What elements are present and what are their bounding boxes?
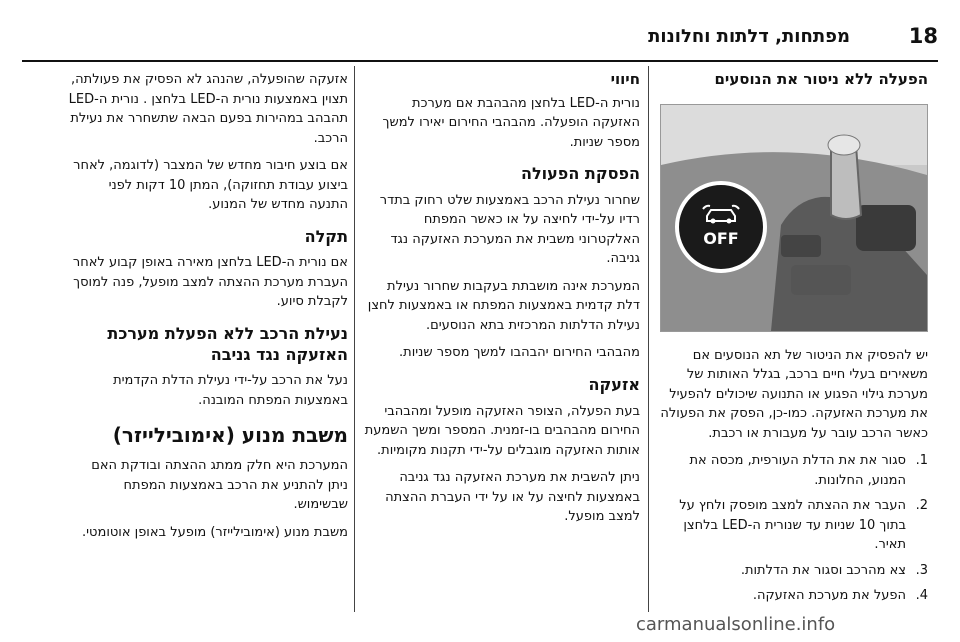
alarm-off-badge (689, 203, 753, 248)
paragraph: אם בוצע חיבור מחדש של המצבר (לדוגמה, לאחר ביצוע עבודת תחזוקה), המתן 10 דקות לפני התנעה מחדש של המנוע. (73, 158, 348, 212)
paragraph: שחרור נעילת הרכב באמצעות שלט רחוק בתדר רדיו על-ידי לחיצה על או כאשר המפתח האלקטרוני משבית את המערכת האזעקה נגד גניבה. (379, 192, 640, 267)
section-heading: חיווי (610, 70, 640, 88)
list-item: 2. העבר את ההצתה למצב מופסק ולחץ על בתוך 10 שניות עד שנורית ה-LED בלחצן תאיר. (679, 498, 928, 552)
column-middle (364, 70, 640, 535)
intro-text: יש להפסיק את הניטור של תא הנוסעים אם משאירים בעלי חיים ברכב, בגלל האותות של מערכת גילוי הפגוע או התנועה שיכולים להפעיל את מערכת האזעקה. כמו-כן, הפסק את הפעולה כאשר הרכב עובר על מעבורת או רכבת. (660, 347, 928, 441)
list-item: 3. צא מהרכב וסגור את הדלתות. (740, 562, 928, 578)
paragraph: המערכת אינה מושבתת בעקבות שחרור נעילת דלת קדמית באמצעות המפתח או באמצעות לחצן נעילת הדלתות המרכזית בתא הנוסעים. (367, 278, 640, 333)
list-item: 4. הפעל את מערכת האזעקה. (752, 588, 928, 603)
paragraph: נורית ה-LED בלחצן מהבהבת אם מערכת האזעקה הופעלה. מהבהבי החירום יאירו למשך מספר שניות. (382, 95, 640, 150)
watermark: carmanualsonline.info (636, 614, 836, 635)
steps-list (656, 451, 928, 606)
subheading: אזעקה (588, 374, 640, 394)
paragraph: מהבהבי החירום יהבהבו למשך מספר שניות. (399, 345, 640, 361)
paragraph: אם נורית ה-LED בלחצן מאירה באופן קבוע לאחר העברת מערכת ההצתה למצב מופעל, פנה למוסך לקבלת סיוע. (72, 255, 348, 310)
header-rule (22, 60, 938, 62)
column-divider (648, 66, 649, 612)
subheading: נעילת הרכב ללא הפעלת מערכת האזעקה נגד גניבה (107, 323, 348, 364)
car-alarm-icon (701, 203, 741, 225)
paragraph: ניתן להשבית את מערכת האזעקה נגד גניבה באמצעות לחיצה על או על ידי העברת ההצתה למצב מופעל. (385, 470, 640, 525)
paragraph: אזעקה שהופעלה, שהנהג לא הפסיק את פעולתה, תצוין באמצעות נורית ה-LED בלחצן . נורית ה-LED תהבהב במהירות בפעם הבאה שתשחרר את נעילת הרכב. (68, 72, 348, 146)
list-item: 1. סגור את את הדלת העורפית, מכסה את המנוע, החלונות. (689, 453, 928, 488)
paragraph: משבת מנוע (אימובילייזר) מופעל באופן אוטומטי. (82, 524, 348, 540)
paragraph: המערכת היא חלק ממתג ההצתה ובודקת האם ניתן להתניע את הרכב באמצעות המפתח שבשימוש. (91, 458, 348, 513)
page-header (0, 0, 960, 62)
paragraph: נעל את הרכב על-ידי נעילת הדלת הקדמית באמצעות המפתח המובנה. (113, 373, 348, 408)
section-heading: הפעלה ללא ניטור את הנוסעים (714, 70, 928, 88)
page-number: 18 (908, 24, 938, 48)
section-heading: משבת מנוע (אימובילייזר) (112, 423, 348, 448)
page-title: מפתחות, דלתות וחלונות (648, 26, 850, 47)
paragraph: בעת הפעלה, הצופר האזעקה מופעל ומהבהבי החירום מהבהבים בו-זמנית. המספר ומשך השמעת אותות האזעקה מוגבלים על-ידי תקנות מקומיות. (364, 403, 640, 458)
subheading: תקלה (304, 226, 348, 246)
column-left (68, 70, 348, 550)
console-photo (660, 104, 928, 332)
column-divider (354, 66, 355, 612)
column-right (656, 70, 928, 612)
off-label: OFF (703, 228, 739, 248)
subheading: הפסקת הפעולה (520, 164, 640, 183)
